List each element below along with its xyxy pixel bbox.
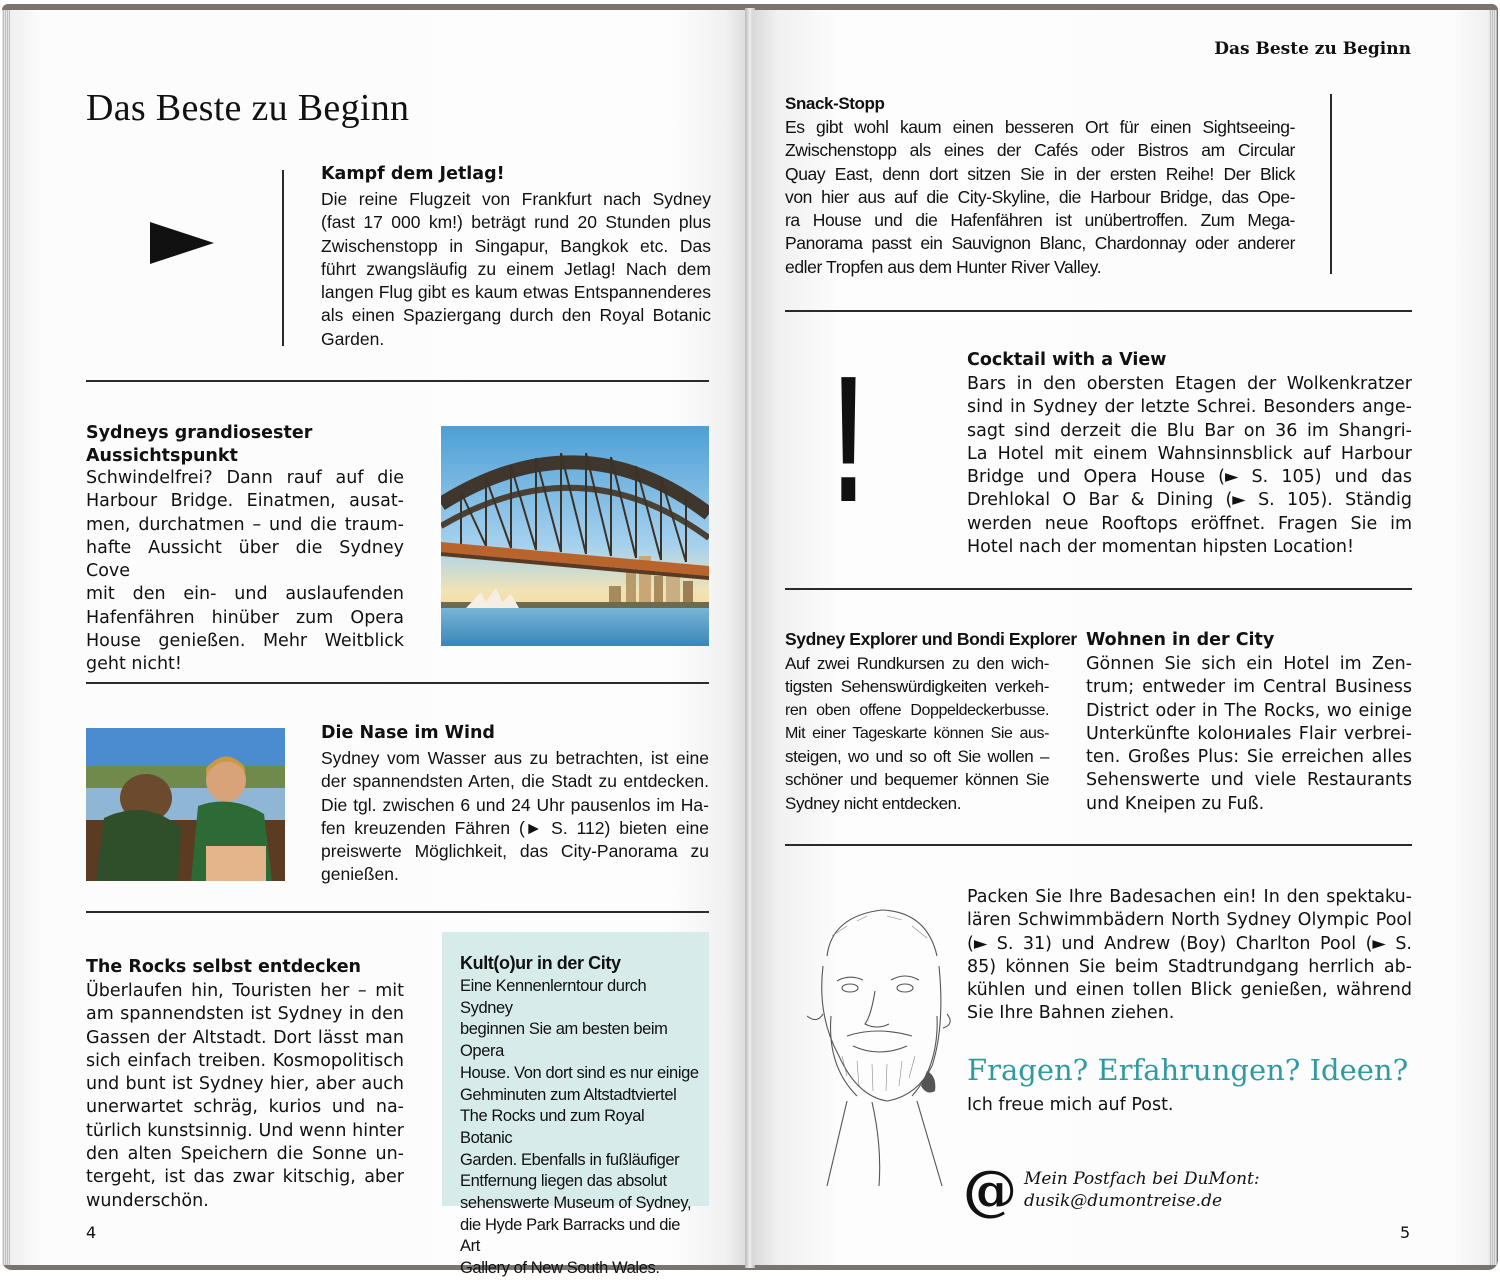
at-icon: @	[963, 1158, 1017, 1222]
text-line: Entfernung liegen das absolut	[460, 1172, 667, 1191]
aussicht-heading	[86, 422, 312, 468]
running-head: Das Beste zu Beginn	[1214, 39, 1411, 59]
text-line: als einen Spaziergang durch den Royal Botanic	[321, 305, 711, 326]
text-line: schöner und bequemer können Sie	[785, 770, 1049, 790]
text-line: men, durchatmen – und die traum-	[86, 514, 404, 535]
text-line: die Hyde Park Barracks und die Art	[460, 1215, 681, 1256]
kultur-heading	[460, 953, 621, 974]
heading-line: Aussichtspunkt	[86, 446, 238, 466]
rocks-text	[86, 980, 404, 1213]
text-line: District oder in The Rocks, wo einige	[1086, 700, 1412, 721]
text-line: tigsten Sehenswürdigkeiten verkeh-	[785, 677, 1049, 697]
text-line: Packen Sie Ihre Badesachen ein! In den spektaku-	[967, 887, 1412, 907]
author-portrait-sketch	[787, 896, 972, 1196]
vertical-divider	[282, 170, 284, 346]
wohnen-heading: Wohnen in der City	[1086, 630, 1275, 650]
text-line: Die reine Flugzeit von Frankfurt nach Sydney	[321, 189, 711, 209]
text-line: Hotel nach der momentan hipsten Location!	[967, 537, 1355, 558]
text-line: Zwischenstopp in Singapur, Bangkok etc. Das	[321, 235, 711, 256]
explorer-heading-text: Sydney Explorer und Bondi Explorer	[785, 629, 1077, 649]
text-line: der spannendsten Arten, die Stadt zu entdecken.	[321, 771, 709, 792]
text-line: Auf zwei Rundkursen zu den wich-	[785, 654, 1049, 673]
text-line: Unterkünfte kolониales Flair verbrei-	[1086, 723, 1412, 744]
email-link[interactable]: dusik@dumontreise.de	[1024, 1191, 1223, 1211]
text-line: beginnen Sie am besten beim Opera	[460, 1020, 668, 1061]
text-line: edler Tropfen aus dem Hunter River Valley.	[785, 256, 1102, 277]
text-line: preiswerte Möglichkeit, das City-Panorama zu	[321, 841, 709, 862]
text-line: Sie Ihre Bahnen ziehen.	[967, 1003, 1175, 1024]
baden-text	[967, 886, 1412, 1026]
text-line: sich einfach treiben. Kosmopolitisch	[86, 1050, 404, 1071]
text-line: sind in Sydney der letzte Schrei. Besonders ange-	[967, 397, 1412, 418]
text-line: Schwindelfrei? Dann rauf auf die	[86, 468, 404, 488]
rocks-heading: The Rocks selbst entdecken	[86, 957, 362, 977]
section-divider	[785, 310, 1412, 312]
text-line: Harbour Bridge. Einatmen, ausat-	[86, 491, 404, 512]
text-line: lären Schwimmbädern North Sydney Olympic Pool	[967, 910, 1412, 931]
nase-text	[321, 747, 709, 887]
text-line: (fast 17 000 km!) beträgt rund 20 Stunden plus	[321, 212, 711, 233]
text-line: hafte Aussicht über die Sydney Cove	[86, 537, 404, 582]
text-line: La Hotel mit einem Wahnsinnsblick auf Harbour	[967, 443, 1412, 464]
text-line: steigen, wo und so oft Sie wollen –	[785, 747, 1049, 767]
text-line: und Kneipen zu Fuß.	[1086, 793, 1265, 814]
text-line: Bars in den obersten Etagen der Wolkenkratzer	[967, 374, 1412, 394]
jetlag-heading: Kampf dem Jetlag!	[321, 164, 505, 184]
snack-heading	[785, 94, 885, 114]
text-line: kühlen und einen tollen Blick genießen, während	[967, 980, 1412, 1001]
text-line: werden neue Rooftops eröffnet. Fragen Sie im	[967, 513, 1412, 534]
text-line: langen Flug gibt es kaum etwas Entspannenderes	[321, 282, 711, 303]
left-page	[10, 10, 748, 1278]
exclamation-mark: !	[832, 339, 865, 540]
kultur-heading-text: Kult(o)ur in der City	[460, 953, 621, 973]
text-line: Mit einer Tageskarte können Sie aus-	[785, 724, 1049, 742]
left-page-edges	[2, 10, 10, 1265]
snack-text	[785, 116, 1295, 279]
text-line: am spannendsten ist Sydney in den	[86, 1004, 404, 1025]
text-line: unerwartet schräg, kurios und na-	[86, 1097, 404, 1118]
postfach-block	[1024, 1168, 1260, 1212]
section-divider	[785, 588, 1412, 590]
text-line: Zwischenstopp als eines der Cafés oder Bistros am Circular	[785, 140, 1295, 161]
heading-line: Sydneys grandiosester	[86, 423, 313, 443]
text-line: Eine Kennenlerntour durch Sydney	[460, 977, 647, 1017]
text-line: ren oben offene Doppeldeckerbusse.	[785, 701, 1049, 719]
text-line: Die tgl. zwischen 6 und 24 Uhr pausenlos im Ha-	[321, 794, 709, 815]
text-line: sagt sind derzeit die Blu Bar on 36 im Shangri-	[967, 420, 1412, 441]
text-line: Garden. Ebenfalls in fußläufiger	[460, 1150, 680, 1169]
text-line: geht nicht!	[86, 654, 182, 675]
text-line: Garden.	[321, 328, 385, 349]
wohnen-text	[1086, 653, 1412, 816]
text-line: ten. Großes Plus: Sie erreichen alles	[1086, 747, 1412, 768]
nase-heading: Die Nase im Wind	[321, 723, 495, 743]
text-line: türlich kunstsinnig. Und wenn hinter	[86, 1120, 404, 1141]
text-line: und bunt ist Sydney hier, aber auch	[86, 1074, 404, 1095]
cocktail-heading: Cocktail with a View	[967, 350, 1167, 370]
text-line: 85) können Sie beim Stadtrundgang herrlich ab-	[967, 956, 1412, 977]
freue-text: Ich freue mich auf Post.	[967, 1095, 1174, 1115]
text-line: Bridge und Opera House (► S. 105) und das	[967, 467, 1412, 488]
text-line: Sydney vom Wasser aus zu betrachten, ist eine	[321, 748, 709, 768]
text-line: Gehminuten zum Altstadtviertel	[460, 1085, 677, 1104]
text-line: fen kreuzenden Fähren (► S. 112) bieten eine	[321, 817, 709, 838]
text-line: Drehlokal O Bar & Dining (► S. 105). Ständig	[967, 490, 1412, 511]
text-line: Gönnen Sie sich ein Hotel im Zen-	[1086, 654, 1412, 674]
text-line: trum; entweder im Central Business	[1086, 677, 1412, 698]
text-line: House. Von dort sind es nur einige	[460, 1063, 699, 1082]
text-line: genießen.	[321, 864, 399, 885]
text-line: führt zwangsläufig zu einem Jetlag! Nach dem	[321, 258, 711, 279]
section-divider	[86, 380, 709, 382]
text-line: Gassen der Altstadt. Dort lässt man	[86, 1027, 404, 1048]
text-line: Panorama passt ein Sauvignon Blanc, Chardonnay oder anderer	[785, 233, 1295, 254]
text-line: Es gibt wohl kaum einen besseren Ort für einen Sightseeing-	[785, 117, 1295, 137]
section-divider	[785, 844, 1412, 846]
text-line: House genießen. Mehr Weitblick	[86, 631, 404, 652]
right-page	[752, 10, 1489, 1265]
ferry-passengers-photo	[86, 728, 285, 881]
text-line: mit den ein- und auslaufenden	[86, 584, 404, 605]
text-line: Überlaufen hin, Touristen her – mit	[86, 981, 404, 1001]
text-line: tergeht, ist das zwar kitschig, aber	[86, 1167, 404, 1188]
harbour-bridge-photo	[441, 426, 709, 646]
text-line: wunderschön.	[86, 1190, 209, 1211]
page-number: 5	[1400, 1223, 1411, 1242]
text-line: The Rocks und zum Royal Botanic	[460, 1107, 645, 1147]
arrow-right-icon	[146, 218, 218, 268]
explorer-text	[785, 652, 1049, 815]
kultur-text	[460, 976, 700, 1280]
text-line: (► S. 31) und Andrew (Boy) Charlton Pool (► S.	[967, 933, 1412, 954]
postfach-label: Mein Postfach bei DuMont:	[1024, 1169, 1260, 1189]
section-divider	[86, 911, 709, 913]
snack-heading-text: Snack-Stopp	[785, 94, 885, 113]
explorer-heading	[785, 629, 1077, 650]
text-line: Hafenfähren hinüber zum Opera	[86, 607, 404, 628]
text-line: Gallery of New South Wales.	[460, 1259, 660, 1278]
text-line: von hier aus auf die City-Skyline, die Harbour Bridge, das Ope-	[785, 186, 1295, 207]
text-line: sehenswerte Museum of Sydney,	[460, 1194, 692, 1213]
text-line: Quay East, denn dort sitzen Sie in der ersten Reihe! Der Blick	[785, 163, 1295, 184]
text-line: Sydney nicht entdecken.	[785, 793, 962, 813]
text-line: den alten Speichern die Sonne un-	[86, 1144, 404, 1165]
jetlag-text	[321, 188, 711, 351]
page-number: 4	[86, 1223, 97, 1242]
text-line: Sehenswerte und viele Restaurants	[1086, 770, 1412, 791]
text-line: ra House und die Hafenfähren ist unübertroffen. Zum Mega-	[785, 210, 1295, 231]
right-page-edges	[1489, 10, 1497, 1265]
section-divider	[86, 682, 709, 684]
cocktail-text	[967, 373, 1412, 559]
aussicht-text	[86, 467, 404, 677]
page-title: Das Beste zu Beginn	[86, 87, 410, 129]
fragen-heading: Fragen? Erfahrungen? Ideen?	[967, 1053, 1409, 1087]
vertical-divider	[1330, 94, 1332, 274]
